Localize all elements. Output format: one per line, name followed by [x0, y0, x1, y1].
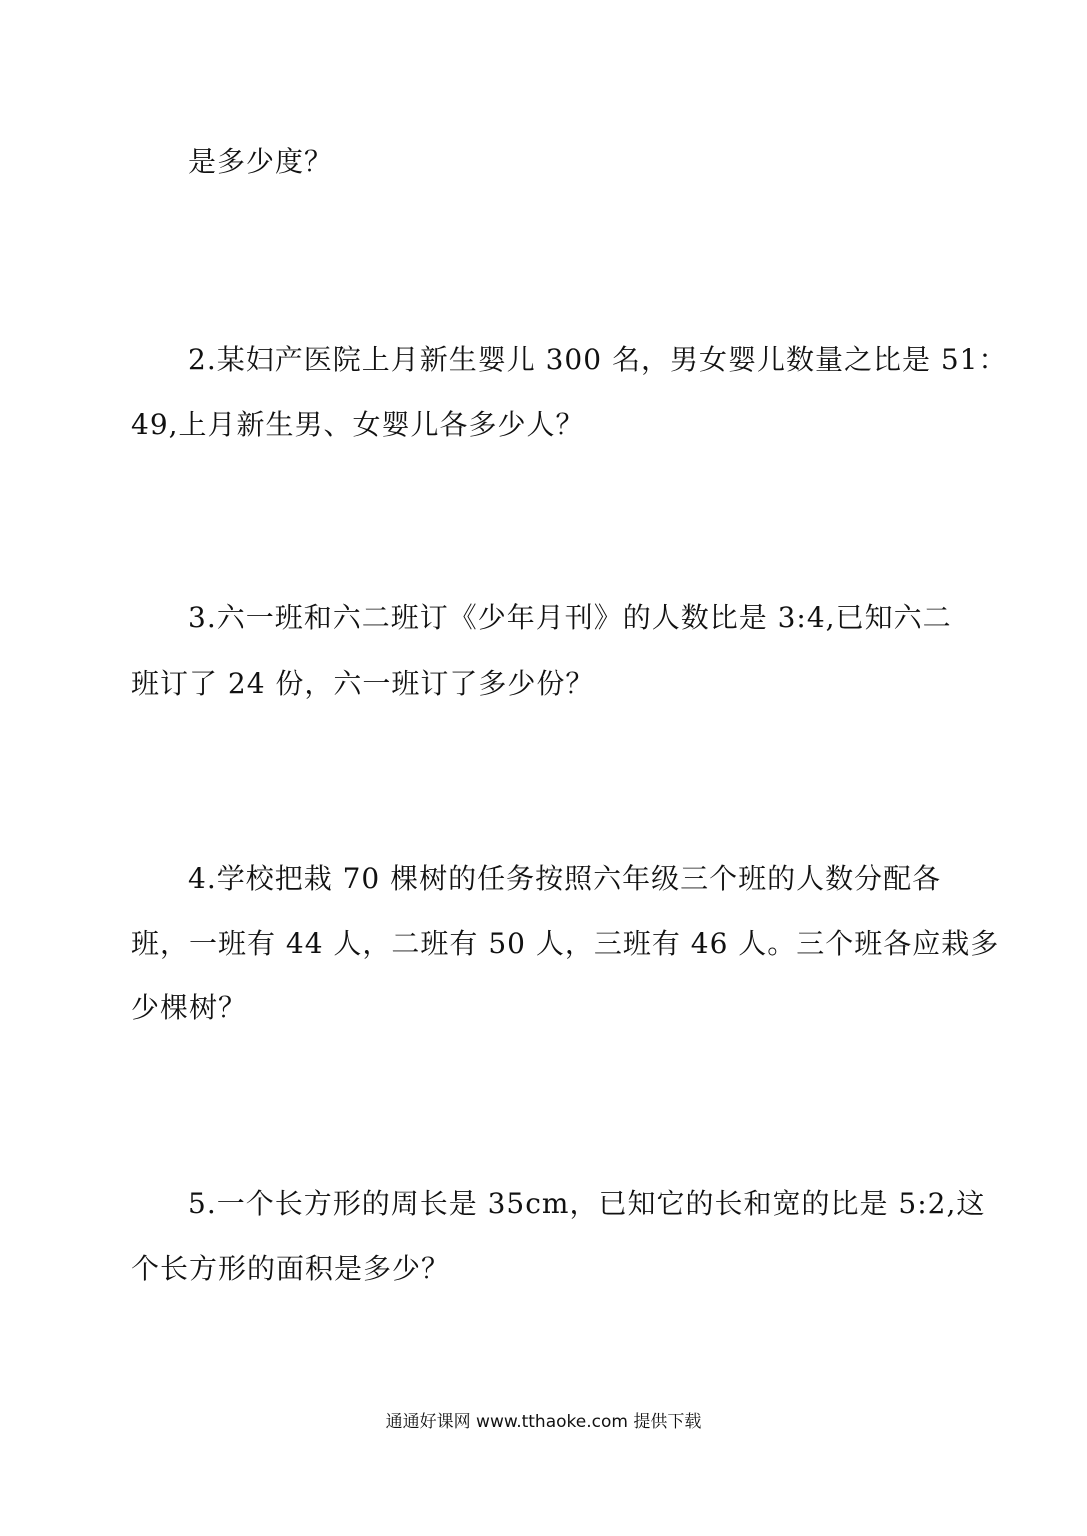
- footer-watermark: 通通好课网 www.tthaoke.com 提供下载: [385, 1412, 702, 1432]
- question-3-line-1: 3.六一班和六二班订《少年月刊》的人数比是 3:4,已知六二: [188, 601, 952, 634]
- question-5-line-1: 5.一个长方形的周长是 35cm，已知它的长和宽的比是 5:2,这: [188, 1187, 986, 1220]
- question-5-line-2: 个长方形的面积是多少？: [131, 1252, 451, 1285]
- question-1-tail: 是多少度？: [188, 145, 334, 178]
- question-4-line-1: 4.学校把栽 70 棵树的任务按照六年级三个班的人数分配各: [188, 862, 942, 895]
- question-2-line-1: 2.某妇产医院上月新生婴儿 300 名，男女婴儿数量之比是 51：: [188, 343, 1008, 376]
- question-3-line-2: 班订了 24 份，六一班订了多少份？: [131, 667, 595, 700]
- question-4-line-3: 少棵树？: [131, 991, 248, 1024]
- question-4-line-2: 班，一班有 44 人，二班有 50 人，三班有 46 人。三个班各应栽多: [131, 927, 1000, 960]
- question-2-line-2: 49,上月新生男、女婴儿各多少人？: [131, 408, 585, 441]
